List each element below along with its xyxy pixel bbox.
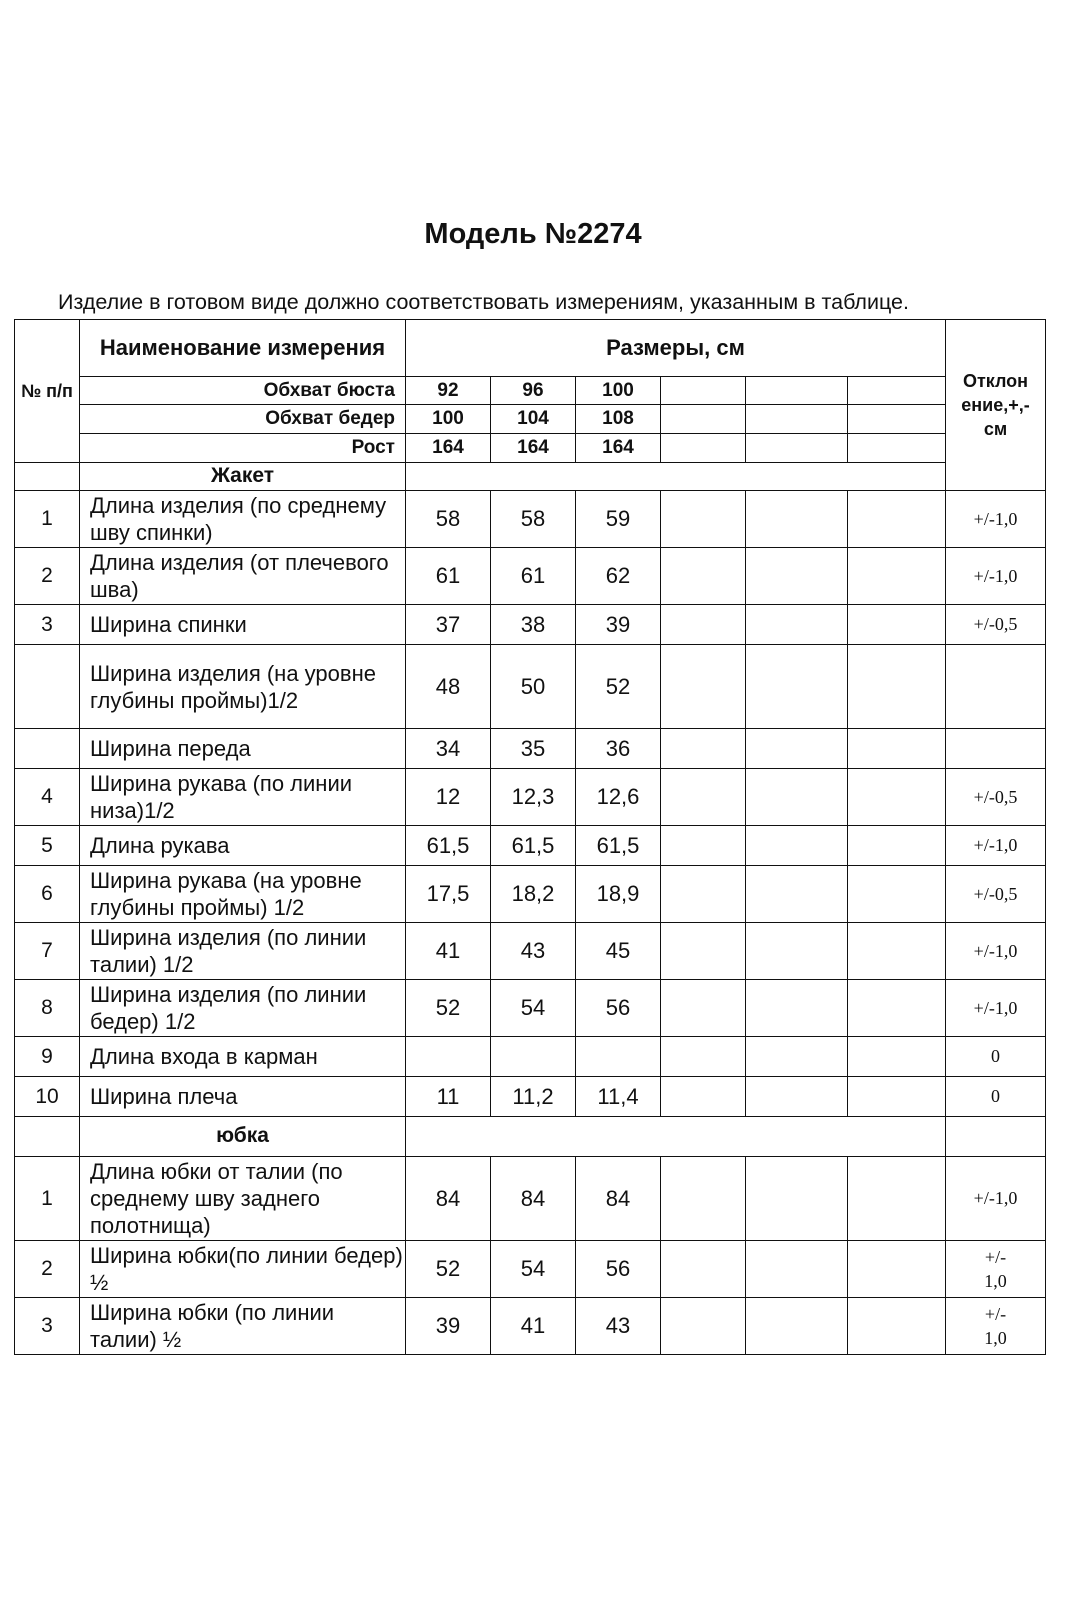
empty-cell xyxy=(661,866,746,923)
size-value: 36 xyxy=(576,729,661,769)
empty-cell xyxy=(946,1117,1046,1157)
row-number: 6 xyxy=(15,866,80,923)
table-row xyxy=(15,1077,1046,1117)
deviation-value: +/-0,5 xyxy=(946,866,1046,923)
deviation-value: +/-1,0 xyxy=(946,923,1046,980)
row-number: 5 xyxy=(15,826,80,866)
deviation-value: +/-0,5 xyxy=(946,769,1046,826)
size-value: 11 xyxy=(406,1077,491,1117)
empty-cell xyxy=(661,923,746,980)
size-value xyxy=(576,1037,661,1077)
row-number: 3 xyxy=(15,605,80,645)
skirt-section-row xyxy=(15,1117,1046,1157)
measurement-name: Длина изделия (по среднему шву спинки) xyxy=(80,491,406,548)
bust-label: Обхват бюста xyxy=(80,377,406,405)
empty-cell xyxy=(746,980,848,1037)
table-row xyxy=(15,1298,1046,1355)
measurement-name: Ширина изделия (по линии бедер) 1/2 xyxy=(80,980,406,1037)
measurement-name: Длина юбки от талии (по среднему шву заднего полотнища) xyxy=(80,1157,406,1241)
row-number xyxy=(15,729,80,769)
empty-cell xyxy=(746,769,848,826)
hips-row xyxy=(15,405,1046,434)
empty-cell xyxy=(848,866,946,923)
size-value: 11,2 xyxy=(491,1077,576,1117)
empty-cell xyxy=(746,491,848,548)
empty-cell xyxy=(848,645,946,729)
hips-size: 100 xyxy=(406,405,491,434)
empty-cell xyxy=(746,1077,848,1117)
empty-cell xyxy=(746,405,848,434)
table-row xyxy=(15,729,1046,769)
page-title: Модель №2274 xyxy=(424,218,642,250)
size-value: 34 xyxy=(406,729,491,769)
measurement-name: Ширина плеча xyxy=(80,1077,406,1117)
empty-cell xyxy=(15,1117,80,1157)
table-row xyxy=(15,826,1046,866)
size-value: 39 xyxy=(406,1298,491,1355)
table-note: Изделие в готовом виде должно соответствовать измерениям, указанным в таблице. xyxy=(58,290,909,314)
hips-size: 104 xyxy=(491,405,576,434)
size-value: 61 xyxy=(406,548,491,605)
header-num: № п/п xyxy=(15,320,80,463)
size-value: 61,5 xyxy=(406,826,491,866)
empty-cell xyxy=(661,826,746,866)
measurement-name: Длина входа в карман xyxy=(80,1037,406,1077)
deviation-value: +/-1,0 xyxy=(946,548,1046,605)
hips-label: Обхват бедер xyxy=(80,405,406,434)
measurement-name: Ширина изделия (на уровне глубины проймы)1/2 xyxy=(80,645,406,729)
size-value: 43 xyxy=(576,1298,661,1355)
empty-cell xyxy=(406,463,946,491)
bust-row xyxy=(15,377,1046,405)
empty-cell xyxy=(746,1157,848,1241)
size-value: 54 xyxy=(491,980,576,1037)
size-value: 56 xyxy=(576,980,661,1037)
measurement-name: Ширина переда xyxy=(80,729,406,769)
empty-cell xyxy=(746,826,848,866)
skirt-section-title: юбка xyxy=(80,1117,406,1157)
size-value: 56 xyxy=(576,1241,661,1298)
empty-cell xyxy=(746,729,848,769)
empty-cell xyxy=(746,605,848,645)
empty-cell xyxy=(848,405,946,434)
size-value: 52 xyxy=(406,1241,491,1298)
empty-cell xyxy=(746,645,848,729)
bust-size: 92 xyxy=(406,377,491,405)
size-value: 43 xyxy=(491,923,576,980)
header-name: Наименование измерения xyxy=(80,320,406,377)
empty-cell xyxy=(848,769,946,826)
empty-cell xyxy=(661,1298,746,1355)
size-value: 58 xyxy=(406,491,491,548)
size-value: 41 xyxy=(491,1298,576,1355)
row-number: 1 xyxy=(15,1157,80,1241)
size-value: 17,5 xyxy=(406,866,491,923)
deviation-value xyxy=(946,645,1046,729)
table-row xyxy=(15,548,1046,605)
empty-cell xyxy=(746,548,848,605)
deviation-value: +/-1,0 xyxy=(946,826,1046,866)
deviation-value: +/-1,0 xyxy=(946,980,1046,1037)
measurement-table xyxy=(14,319,1046,1355)
empty-cell xyxy=(661,1077,746,1117)
table-row xyxy=(15,605,1046,645)
table-row xyxy=(15,866,1046,923)
empty-cell xyxy=(746,1298,848,1355)
row-number: 2 xyxy=(15,1241,80,1298)
table-row xyxy=(15,645,1046,729)
deviation-value: +/- 1,0 xyxy=(946,1241,1046,1298)
measurement-name: Длина рукава xyxy=(80,826,406,866)
row-number: 7 xyxy=(15,923,80,980)
size-value: 38 xyxy=(491,605,576,645)
size-value: 84 xyxy=(576,1157,661,1241)
empty-cell xyxy=(661,729,746,769)
empty-cell xyxy=(848,548,946,605)
size-value: 84 xyxy=(491,1157,576,1241)
size-value: 61 xyxy=(491,548,576,605)
empty-cell xyxy=(661,548,746,605)
row-number: 8 xyxy=(15,980,80,1037)
table-row xyxy=(15,980,1046,1037)
height-row xyxy=(15,434,1046,463)
empty-cell xyxy=(661,405,746,434)
deviation-value: 0 xyxy=(946,1037,1046,1077)
height-label: Рост xyxy=(80,434,406,463)
row-number: 9 xyxy=(15,1037,80,1077)
size-value: 35 xyxy=(491,729,576,769)
empty-cell xyxy=(848,605,946,645)
size-value: 52 xyxy=(406,980,491,1037)
measurement-name: Ширина юбки(по линии бедер) ½ xyxy=(80,1241,406,1298)
size-value: 11,4 xyxy=(576,1077,661,1117)
empty-cell xyxy=(661,1157,746,1241)
size-value: 12,3 xyxy=(491,769,576,826)
bust-size: 96 xyxy=(491,377,576,405)
size-value: 45 xyxy=(576,923,661,980)
header-deviation: Отклон ение,+,- см xyxy=(946,320,1046,491)
empty-cell xyxy=(848,434,946,463)
empty-cell xyxy=(746,1241,848,1298)
empty-cell xyxy=(406,1117,946,1157)
table-row xyxy=(15,1241,1046,1298)
measurement-name: Ширина юбки (по линии талии) ½ xyxy=(80,1298,406,1355)
deviation-value: +/- 1,0 xyxy=(946,1298,1046,1355)
size-value xyxy=(491,1037,576,1077)
jacket-section-row xyxy=(15,463,1046,491)
empty-cell xyxy=(848,923,946,980)
measurement-name: Ширина изделия (по линии талии) 1/2 xyxy=(80,923,406,980)
empty-cell xyxy=(661,1241,746,1298)
size-value: 39 xyxy=(576,605,661,645)
empty-cell xyxy=(661,1037,746,1077)
row-number: 4 xyxy=(15,769,80,826)
empty-cell xyxy=(848,729,946,769)
empty-cell xyxy=(848,491,946,548)
size-value: 18,9 xyxy=(576,866,661,923)
size-value: 62 xyxy=(576,548,661,605)
row-number xyxy=(15,645,80,729)
deviation-value xyxy=(946,729,1046,769)
size-value: 18,2 xyxy=(491,866,576,923)
size-value: 37 xyxy=(406,605,491,645)
table-row xyxy=(15,491,1046,548)
empty-cell xyxy=(848,1298,946,1355)
table-row xyxy=(15,769,1046,826)
deviation-value: +/-0,5 xyxy=(946,605,1046,645)
empty-cell xyxy=(661,605,746,645)
table-row xyxy=(15,923,1046,980)
deviation-value: 0 xyxy=(946,1077,1046,1117)
row-number: 2 xyxy=(15,548,80,605)
row-number: 10 xyxy=(15,1077,80,1117)
height-size: 164 xyxy=(576,434,661,463)
empty-cell xyxy=(848,1077,946,1117)
empty-cell xyxy=(848,1037,946,1077)
empty-cell xyxy=(15,463,80,491)
empty-cell xyxy=(661,645,746,729)
hips-size: 108 xyxy=(576,405,661,434)
jacket-section-title: Жакет xyxy=(80,463,406,491)
measurement-name: Длина изделия (от плечевого шва) xyxy=(80,548,406,605)
size-value: 54 xyxy=(491,1241,576,1298)
empty-cell xyxy=(746,434,848,463)
row-number: 1 xyxy=(15,491,80,548)
empty-cell xyxy=(746,866,848,923)
height-size: 164 xyxy=(491,434,576,463)
size-value: 58 xyxy=(491,491,576,548)
empty-cell xyxy=(661,434,746,463)
empty-cell xyxy=(661,769,746,826)
size-value: 59 xyxy=(576,491,661,548)
size-value xyxy=(406,1037,491,1077)
empty-cell xyxy=(746,377,848,405)
size-value: 12 xyxy=(406,769,491,826)
empty-cell xyxy=(746,923,848,980)
bust-size: 100 xyxy=(576,377,661,405)
size-value: 84 xyxy=(406,1157,491,1241)
empty-cell xyxy=(746,1037,848,1077)
empty-cell xyxy=(848,826,946,866)
size-value: 48 xyxy=(406,645,491,729)
table-row xyxy=(15,1157,1046,1241)
height-size: 164 xyxy=(406,434,491,463)
empty-cell xyxy=(661,980,746,1037)
empty-cell xyxy=(848,1157,946,1241)
size-value: 61,5 xyxy=(491,826,576,866)
measurement-name: Ширина спинки xyxy=(80,605,406,645)
measurement-name: Ширина рукава (на уровне глубины проймы) 1/2 xyxy=(80,866,406,923)
empty-cell xyxy=(848,980,946,1037)
empty-cell xyxy=(661,377,746,405)
empty-cell xyxy=(848,1241,946,1298)
table-row xyxy=(15,1037,1046,1077)
size-value: 41 xyxy=(406,923,491,980)
row-number: 3 xyxy=(15,1298,80,1355)
size-value: 61,5 xyxy=(576,826,661,866)
header-sizes: Размеры, см xyxy=(406,320,946,377)
measurement-name: Ширина рукава (по линии низа)1/2 xyxy=(80,769,406,826)
size-value: 50 xyxy=(491,645,576,729)
size-value: 52 xyxy=(576,645,661,729)
empty-cell xyxy=(848,377,946,405)
deviation-value: +/-1,0 xyxy=(946,1157,1046,1241)
deviation-value: +/-1,0 xyxy=(946,491,1046,548)
size-value: 12,6 xyxy=(576,769,661,826)
empty-cell xyxy=(661,491,746,548)
